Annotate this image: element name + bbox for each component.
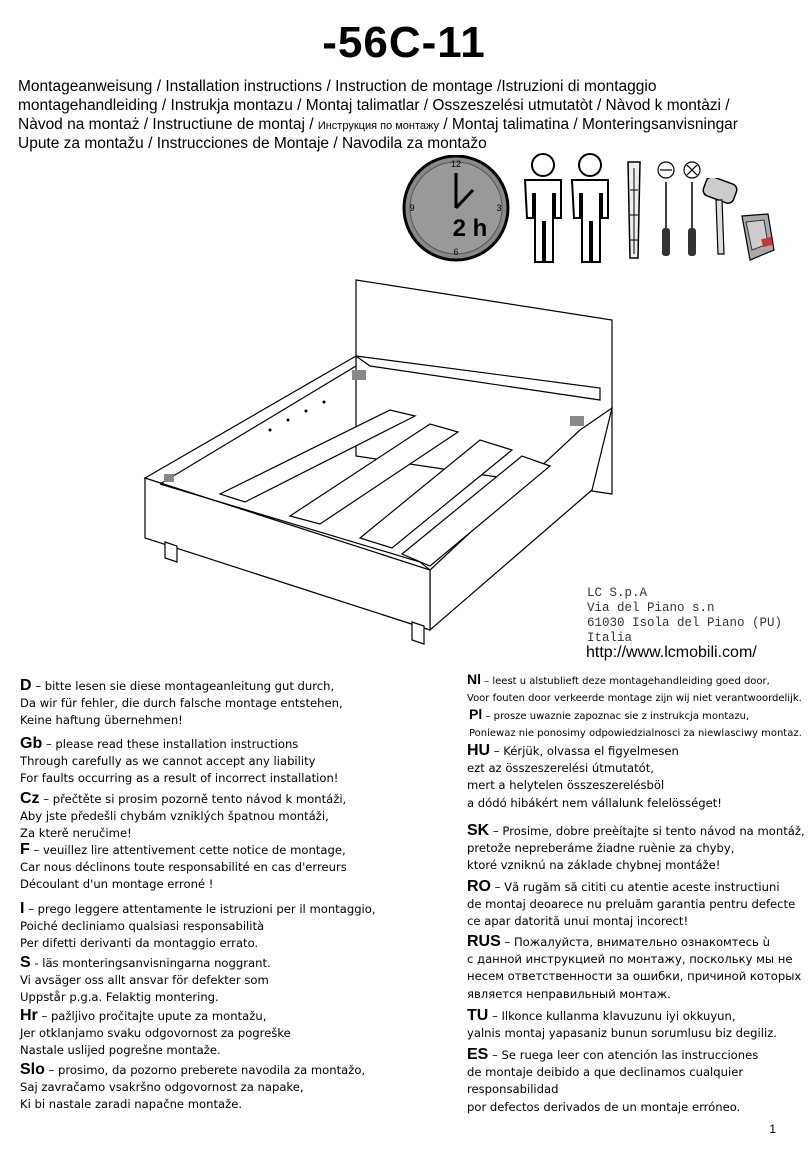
warning-text: – bitte lesen sie diese montageanleitung gut durch, [31, 679, 335, 693]
warning-text: Uppstår p.g.a. Felaktig montering. [20, 990, 219, 1005]
warning-text: – veuillez lire attentivement cette notice de montage, [29, 843, 346, 857]
warning-text: Jer otklanjamo svaku odgovornost za pogreške [20, 1026, 291, 1041]
warning-text: Ki bi nastale zaradi napačne montaže. [20, 1097, 243, 1112]
warning-text: Découlant d'un montage erroné ! [20, 877, 214, 892]
warning-hr [20, 1007, 291, 1060]
warning-text: ktoré vzniknú na základe chybnej montáže! [467, 858, 721, 873]
lang-code: F [20, 841, 30, 858]
warning-cz [20, 790, 346, 843]
warning-text: de montaje deibido a que declinamos cualquier [467, 1065, 744, 1080]
lang-code: Nl [467, 671, 481, 687]
warning-text: Nastale uslijed pogrešne montaže. [20, 1043, 221, 1058]
lang-code: Cz [20, 790, 40, 807]
warning-text: Through carefully as we cannot accept any liability [20, 754, 316, 769]
lang-code: RUS [467, 933, 501, 950]
bed-illustration [140, 270, 620, 650]
lang-code: ES [467, 1046, 489, 1063]
warning-text: – Prosime, dobre preèítajte si tento návod na montáž, [489, 824, 805, 838]
clock-6: 6 [453, 247, 459, 257]
page-number: 1 [769, 1122, 776, 1136]
header-line-4: Upute za montažu / Instrucciones de Montaje / Navodila za montažo [18, 135, 487, 152]
warning-text: – leest u alstublieft deze montagehandleiding goed door, [481, 676, 770, 687]
clock-12: 12 [450, 159, 462, 169]
warning-text: – prego leggere attentamente le istruzioni per il montaggio, [24, 902, 376, 916]
warning-text: – pažljivo pročitajte upute za montažu, [37, 1009, 267, 1023]
warning-sk [467, 822, 805, 875]
warning-text: несем ответственности за ошибки, причиной которых [467, 969, 802, 984]
stapler-icon [738, 210, 778, 265]
warning-text: Voor fouten door verkeerde montage zijn wij niet verantwoordelijk. [467, 693, 802, 704]
warning-pl [469, 706, 802, 742]
warning-text: de montaj deoarece nu preluăm garantia pentru defecte [467, 897, 796, 912]
warning-text: a dódó hibákért nem vállalunk felelösséget! [467, 795, 722, 810]
warning-s [20, 954, 271, 1007]
warning-text: ce apar datorită unui montaj incorect! [467, 914, 689, 929]
warning-es [467, 1046, 758, 1116]
warning-hu [467, 742, 722, 812]
lang-code: Gb [20, 735, 43, 752]
warning-text: mert a helytelen összeszerelésböl [467, 778, 665, 793]
warning-text: responsabilidad [467, 1082, 559, 1097]
lang-code: I [20, 900, 25, 917]
warning-text: – Vă rugăm să cititi cu atentie aceste instructiuni [491, 880, 780, 894]
warning-text: ezt az összeszerelési útmutatót, [467, 761, 654, 776]
warning-text: – please read these installation instructions [42, 737, 299, 751]
warning-f [20, 841, 347, 894]
warning-text: Car nous déclinons toute responsabilité en cas d'erreurs [20, 860, 347, 875]
warning-text: por defectos derivados de un montaje erróneo. [467, 1099, 741, 1114]
warning-text: Vi avsäger oss allt ansvar för defekter som [20, 973, 269, 988]
warning-text: – prosimo, da pozorno preberete navodila za montažo, [44, 1063, 366, 1077]
warning-text: Za kterě neručime! [20, 826, 132, 841]
clock-duration: 2 h [452, 215, 488, 242]
warning-text: Poiché decliniamo qualsiasi responsabilità [20, 919, 265, 934]
warning-text: – Ilkonce kullanma klavuzunu iyi okkuyun, [488, 1009, 736, 1023]
lang-code: Pl [469, 706, 483, 722]
warning-text: - läs monteringsanvisningarna noggrant. [30, 956, 271, 970]
two-persons-icon [520, 152, 616, 264]
warning-text: является неправильный монтаж. [467, 986, 671, 1001]
screwdrivers-icon [654, 160, 704, 260]
company-address: LC S.p.A Via del Piano s.n 61030 Isola del Piano (PU) Italia [587, 586, 783, 645]
warning-nl [467, 671, 802, 707]
warning-text: – Пожалуйста, внимательно ознакомтесь ù [500, 935, 770, 949]
warning-text: – Kérjük, olvassa el figyelmesen [490, 744, 679, 758]
warning-text: Poniewaz nie ponosimy odpowiedzialnosci za niewlasciwy montaz. [469, 728, 802, 739]
clock-9: 9 [409, 203, 415, 213]
clock-3: 3 [496, 203, 502, 213]
warning-text: – přečtěte si prosim pozorně tento návod k montáži, [39, 792, 347, 806]
warning-text: Keine haftung übernehmen! [20, 713, 183, 728]
warning-text: Aby jste předešli chybám vzniklých špatnou montáži, [20, 809, 329, 824]
warning-text: pretože nepreberáme žiadne ruènie za chyby, [467, 841, 735, 856]
warning-text: For faults occurring as a result of incorrect installation! [20, 771, 339, 786]
header-line-1: Montageanweisung / Installation instructions / Instruction de montage /Istruzioni di montaggio [18, 78, 657, 95]
warning-text: Da wir für fehler, die durch falsche montage entstehen, [20, 696, 343, 711]
lang-code: S [20, 954, 31, 971]
lang-code: RO [467, 878, 491, 895]
warning-i [20, 900, 376, 953]
lang-code: HU [467, 742, 491, 759]
warning-text: Saj zavračamo vsakršno odgovornost za napake, [20, 1080, 304, 1095]
lang-code: Slo [20, 1061, 45, 1078]
document-title: -56C-11 [322, 18, 486, 67]
warning-text: – Se ruega leer con atención las instrucciones [488, 1048, 759, 1062]
clock-icon [398, 155, 518, 265]
warning-gb [20, 735, 338, 788]
header-line-3a: Nàvod na montaż / Instructiune de montaj / [18, 116, 318, 133]
header-line-2: montagehandleiding / Instrukja montazu / Montaj talimatlar / Osszeszelési utmutatòt / Nàvod k montàzi / [18, 97, 730, 114]
warning-text: с данной инструкцией по монтажу, поскольку мы не [467, 952, 793, 967]
header-line-3-russian: Инструкция по монтажу [317, 120, 440, 132]
warning-rus [467, 933, 801, 1003]
warning-tu [467, 1007, 777, 1042]
lang-code: SK [467, 822, 490, 839]
lang-code: TU [467, 1007, 489, 1024]
warning-slo [20, 1061, 365, 1114]
warning-text: yalnis montaj yapasaniz bunun sorumlusu biz degiliz. [467, 1026, 777, 1041]
warning-text: – prosze uwaznie zapoznac sie z instrukcja montazu, [482, 711, 750, 722]
warning-text: Per difetti derivanti da montaggio errato. [20, 936, 259, 951]
hammer-icon [702, 178, 742, 258]
warning-ro [467, 878, 795, 931]
lang-code: Hr [20, 1007, 38, 1024]
company-url[interactable]: http://www.lcmobili.com/ [586, 644, 757, 661]
lang-code: D [20, 677, 32, 694]
warning-d [20, 677, 343, 730]
ruler-icon [624, 160, 644, 260]
header-line-3 [18, 115, 738, 136]
header-line-3b: / Montaj talimatina / Monteringsanvisningar [439, 116, 738, 133]
